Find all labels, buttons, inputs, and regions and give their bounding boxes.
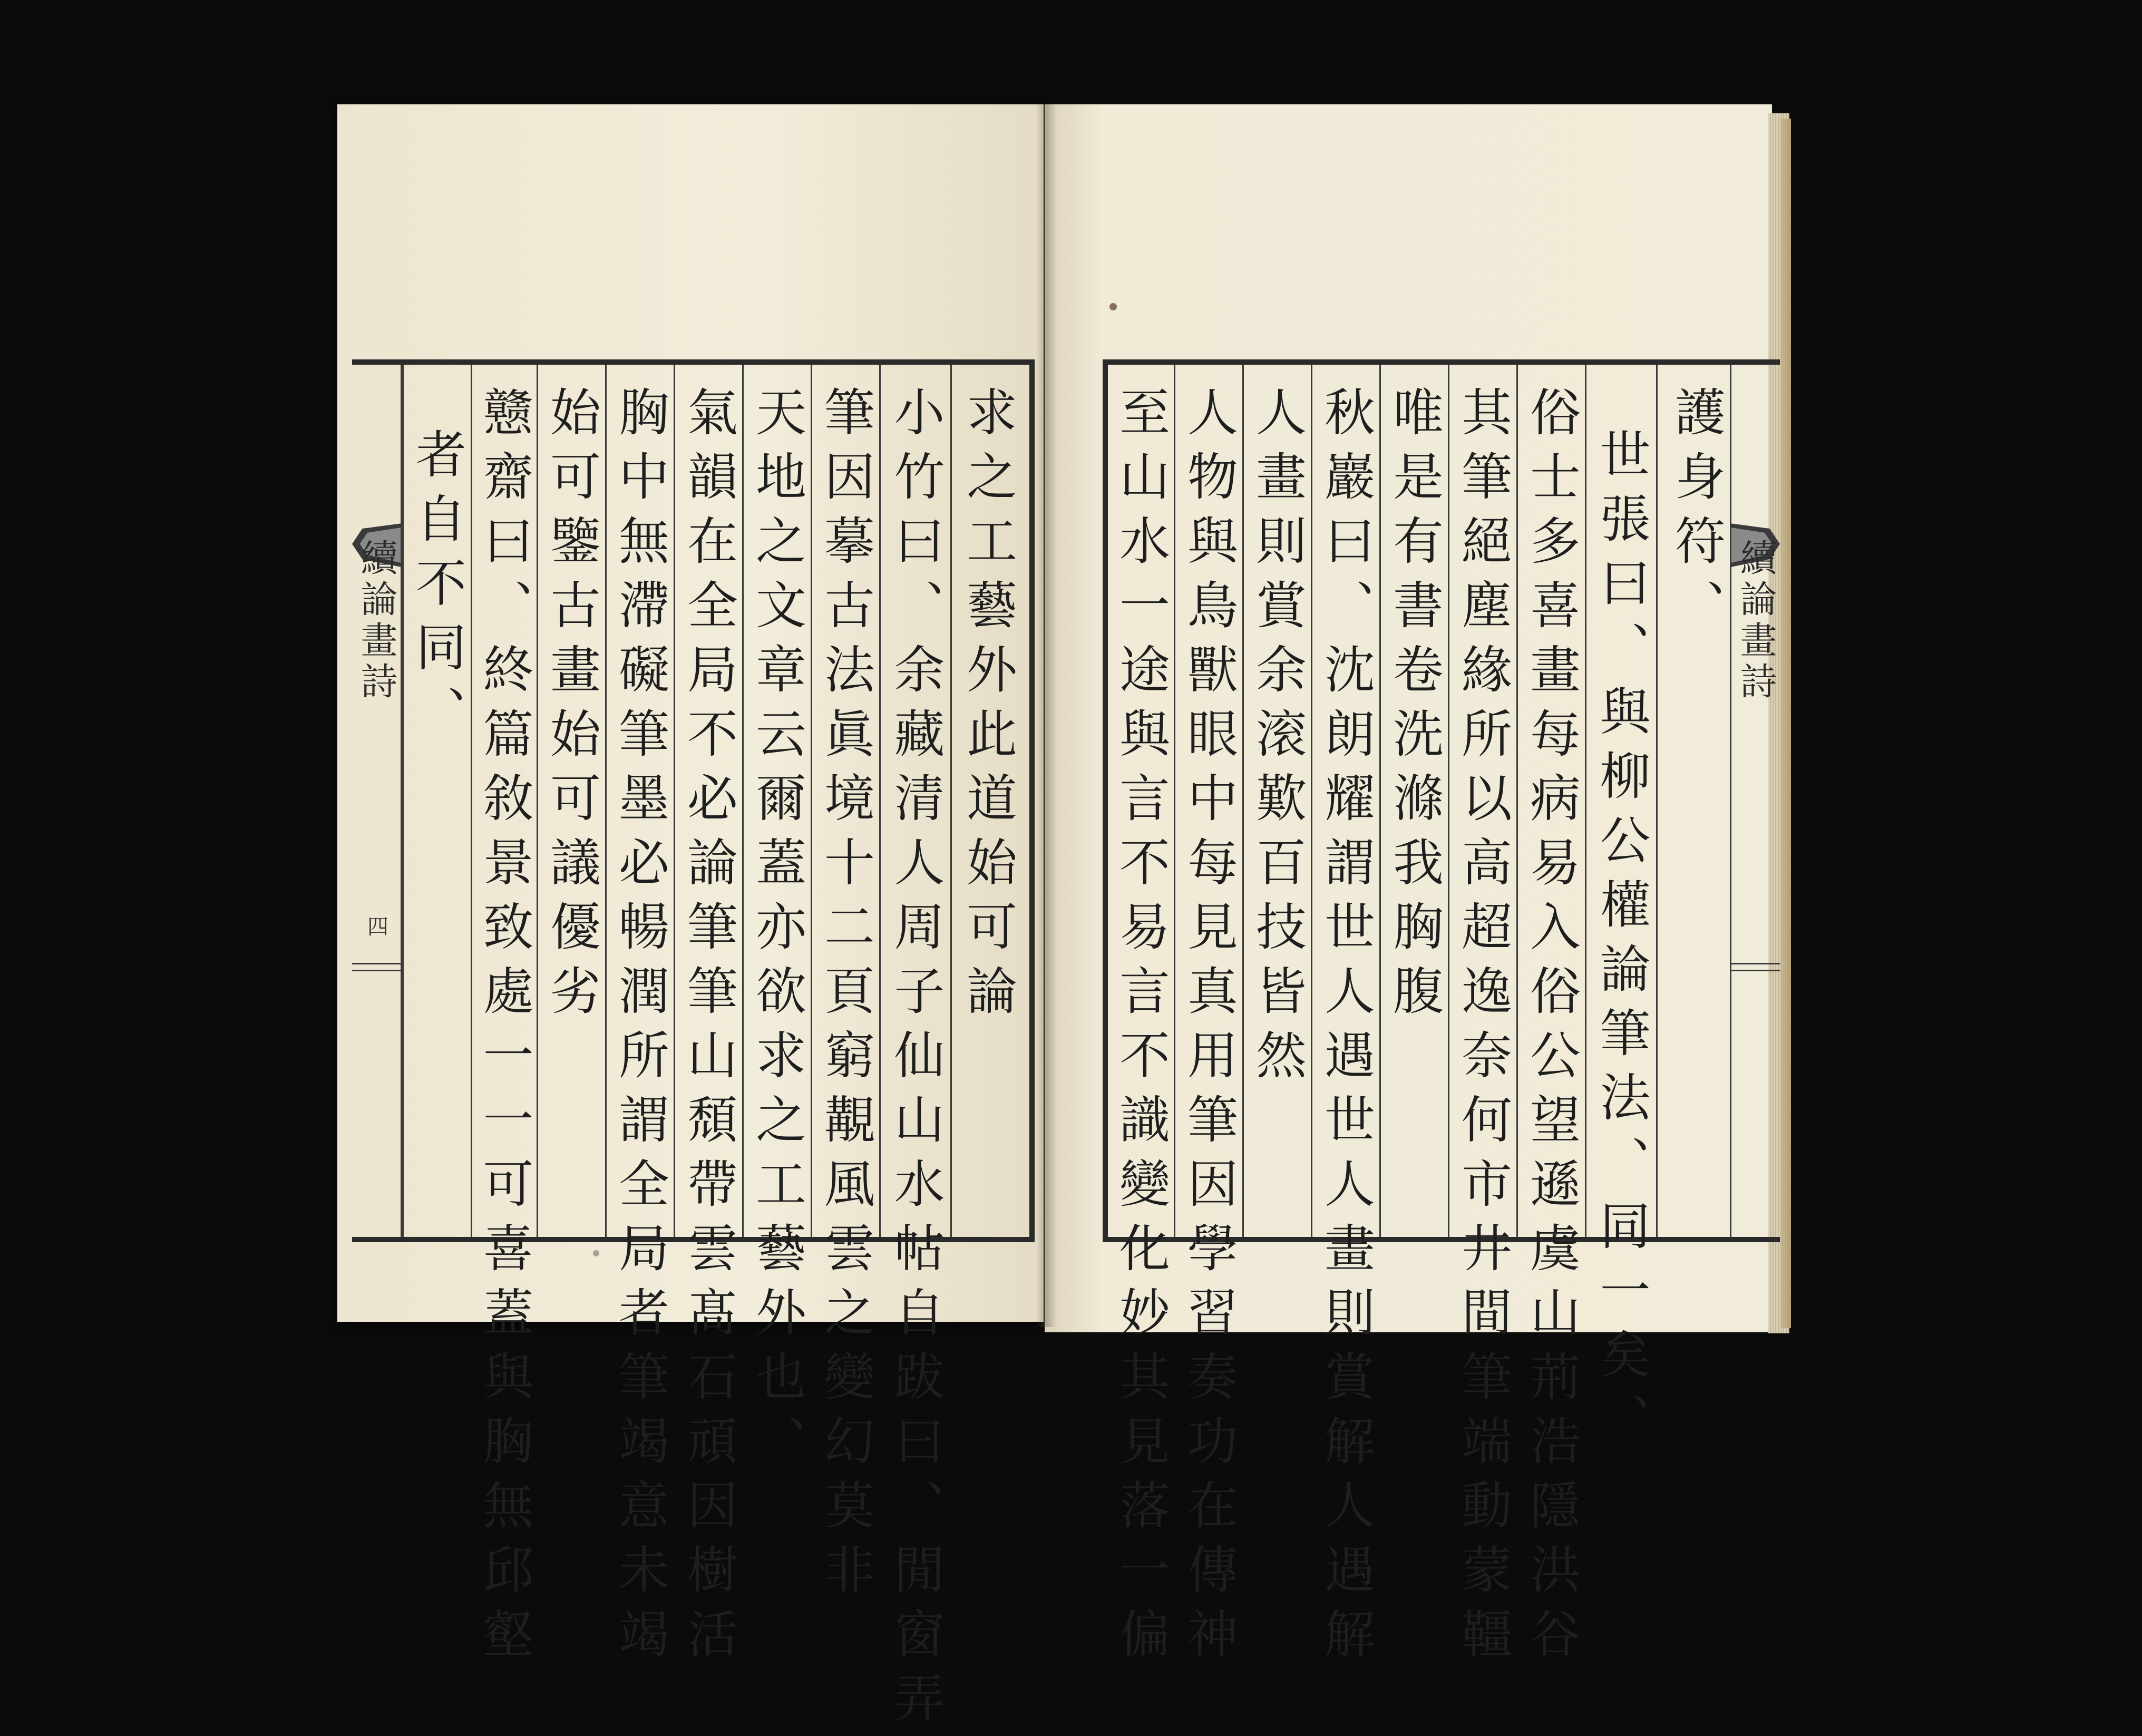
column-text: 世張曰、與柳公權論筆法、同一矣、 bbox=[1592, 428, 1651, 1457]
left-text-frame bbox=[352, 359, 1035, 1736]
column-text: 俗士多喜畫每病易入俗公望遜虞山荊浩隱洪谷 bbox=[1522, 386, 1581, 1672]
column-text: 戆齋曰、終篇敘景致處一一可喜蓋與胸無邱壑 bbox=[475, 386, 534, 1672]
column-text: 小竹曰、余藏清人周子仙山水帖自跋曰、閒窗弄 bbox=[886, 386, 945, 1736]
text-column bbox=[605, 365, 674, 1672]
text-column bbox=[402, 365, 471, 1237]
column-text: 其筆絕塵緣所以高超逸奈何市井間筆端動蒙韁 bbox=[1453, 386, 1513, 1672]
text-column bbox=[1516, 365, 1585, 1672]
column-text: 唯是有書卷洗滌我胸腹 bbox=[1385, 386, 1444, 1029]
column-text: 筆因摹古法眞境十二頁窮覯風雲之變幻莫非 bbox=[816, 386, 875, 1607]
column-text: 人畫則賞余滚歎百技皆然 bbox=[1248, 386, 1307, 1093]
text-column bbox=[1242, 365, 1311, 1237]
strip-rule bbox=[352, 963, 401, 971]
column-text: 始可鑒古畫始可議優劣 bbox=[542, 386, 601, 1029]
right-strip-title: 續論畫詩 bbox=[1734, 539, 1777, 703]
column-text: 秋巖曰、沈朗耀謂世人遇世人畫則賞解人遇解 bbox=[1316, 386, 1376, 1672]
column-text: 至山水一途與言不易言不識變化妙其見落一偏 bbox=[1111, 386, 1171, 1672]
text-column bbox=[742, 365, 811, 1479]
strip-rule bbox=[1731, 963, 1780, 971]
text-column bbox=[471, 365, 537, 1672]
text-column bbox=[1448, 365, 1516, 1672]
column-text: 求之工藝外此道始可論 bbox=[958, 386, 1018, 1029]
right-center-strip bbox=[1730, 365, 1780, 1237]
stain bbox=[1109, 303, 1117, 310]
right-text-frame bbox=[1103, 359, 1780, 1672]
column-text: 胸中無滯礙筆墨必暢潤所謂全局者筆竭意未竭 bbox=[610, 386, 670, 1672]
text-column bbox=[1311, 365, 1379, 1672]
text-column bbox=[950, 365, 1024, 1237]
text-column bbox=[1585, 365, 1656, 1457]
gutter-shadow bbox=[1036, 104, 1057, 1327]
left-center-strip bbox=[352, 365, 402, 1237]
left-strip-title: 續論畫詩 bbox=[355, 539, 398, 703]
leaf-number: 四 bbox=[364, 915, 388, 937]
text-column bbox=[537, 365, 605, 1237]
text-column bbox=[674, 365, 742, 1672]
text-column bbox=[1174, 365, 1242, 1672]
column-text: 者自不同、 bbox=[407, 428, 467, 749]
column-text: 天地之文章云爾蓋亦欲求之工藝外也、 bbox=[747, 386, 807, 1479]
text-column bbox=[879, 365, 950, 1736]
text-column bbox=[1108, 365, 1174, 1672]
text-column bbox=[1379, 365, 1448, 1237]
text-column bbox=[811, 365, 879, 1607]
stain bbox=[593, 1250, 599, 1256]
column-text: 護身符、 bbox=[1667, 386, 1726, 643]
column-text: 人物與鳥獸眼中每見真用筆因學習奏功在傳神 bbox=[1179, 386, 1239, 1672]
column-text: 氣韻在全局不必論筆筆山頹帶雲髙石頑因樹活 bbox=[679, 386, 738, 1672]
text-column bbox=[1656, 365, 1735, 1237]
cover-edge bbox=[1780, 119, 1791, 1328]
